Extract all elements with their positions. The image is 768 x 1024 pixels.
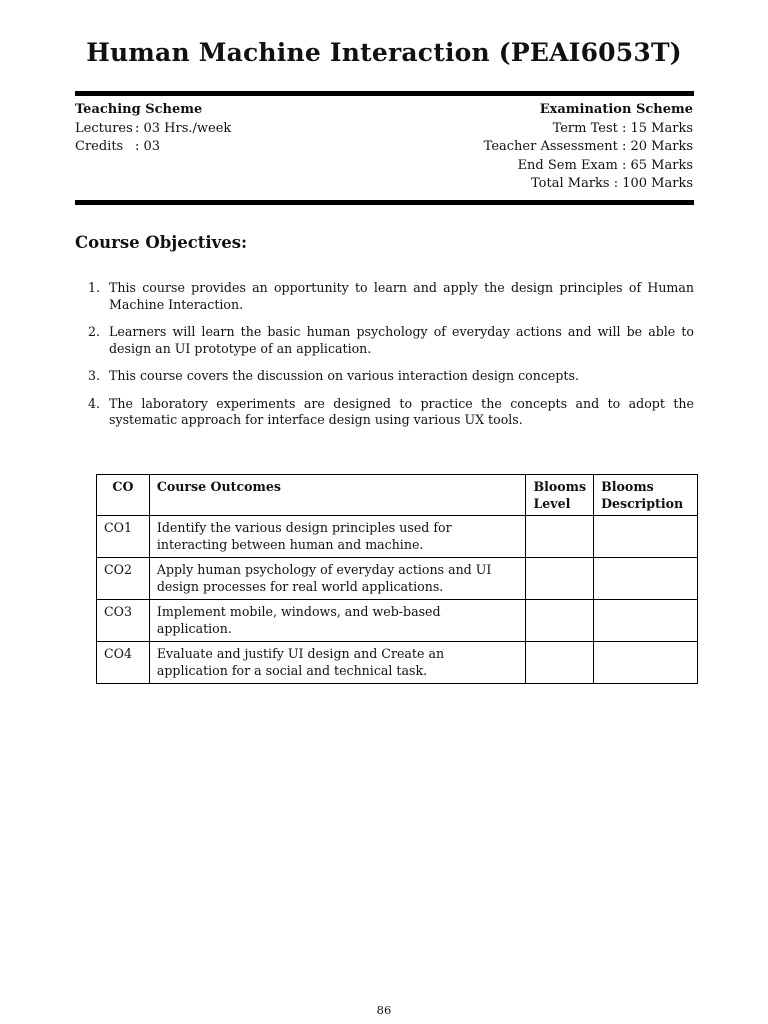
- cell-blooms-level: [526, 600, 594, 642]
- examination-scheme-value: : 100 Marks: [609, 176, 693, 191]
- examination-scheme-label: Term Test: [552, 120, 618, 136]
- cell-blooms-description: [594, 600, 698, 642]
- table-row: [97, 516, 698, 558]
- objective-item: [88, 368, 694, 385]
- cell-co: CO4: [97, 642, 150, 684]
- teaching-scheme-value: : 03: [135, 139, 161, 154]
- cell-blooms-level: [526, 558, 594, 600]
- page-number: 86: [376, 1003, 392, 1017]
- cell-blooms-description: [594, 642, 698, 684]
- cell-blooms-description: [594, 516, 698, 558]
- objectives-list: [88, 280, 694, 440]
- examination-scheme-label: End Sem Exam: [517, 157, 618, 173]
- cell-outcome: Identify the various design principles used for interacting between human and machine.: [149, 516, 526, 558]
- examination-scheme-value: : 20 Marks: [617, 139, 693, 154]
- objective-number: 1.: [88, 280, 101, 295]
- teaching-scheme-label: Lectures: [75, 120, 133, 136]
- header-course-outcomes: Course Outcomes: [149, 475, 526, 516]
- header-blooms-level-line1: Blooms: [533, 479, 587, 494]
- objective-number: 2.: [88, 324, 101, 339]
- objective-text: Learners will learn the basic human psychology of everyday actions and will be able to design an UI prototype of an application.: [109, 324, 694, 356]
- objective-item: [88, 324, 694, 357]
- examination-scheme-row: [484, 157, 693, 176]
- bottom-rule: [75, 200, 694, 205]
- examination-scheme-row: [484, 175, 693, 194]
- objective-item: [88, 396, 694, 429]
- cell-blooms-description: [594, 558, 698, 600]
- examination-scheme-row: [484, 120, 693, 139]
- objective-item: [88, 280, 694, 313]
- objectives-heading: Course Objectives:: [75, 233, 248, 252]
- teaching-scheme-label: Credits: [75, 139, 124, 154]
- course-outcomes-table: [96, 474, 698, 684]
- cell-outcome: Implement mobile, windows, and web-based application.: [149, 600, 526, 642]
- table-row: [97, 600, 698, 642]
- cell-outcome: Apply human psychology of everyday actions and UI design processes for real world applications.: [149, 558, 526, 600]
- header-co: CO: [97, 475, 150, 516]
- top-rule: [75, 91, 694, 96]
- header-blooms-level-line2: Level: [533, 495, 571, 511]
- objective-text: This course covers the discussion on various interaction design concepts.: [109, 368, 579, 383]
- header-blooms-level: [526, 475, 594, 516]
- teaching-scheme: [75, 101, 231, 157]
- cell-blooms-level: [526, 642, 594, 684]
- cell-co: CO2: [97, 558, 150, 600]
- cell-co: CO1: [97, 516, 150, 558]
- examination-scheme-label: Total Marks: [531, 176, 610, 191]
- examination-scheme: [484, 101, 693, 194]
- cell-co: CO3: [97, 600, 150, 642]
- objective-text: This course provides an opportunity to learn and apply the design principles of Human Machine Interaction.: [109, 280, 694, 312]
- header-blooms-description: [594, 475, 698, 516]
- examination-scheme-label: Teacher Assessment: [483, 139, 618, 154]
- examination-scheme-row: [484, 138, 693, 157]
- teaching-scheme-value: : 03 Hrs./week: [135, 120, 232, 136]
- cell-blooms-level: [526, 516, 594, 558]
- table-row: [97, 558, 698, 600]
- teaching-scheme-heading: Teaching Scheme: [75, 102, 203, 117]
- header-blooms-description-line1: Blooms: [601, 479, 654, 494]
- objective-number: 4.: [88, 395, 101, 411]
- teaching-scheme-row: [75, 138, 231, 157]
- cell-outcome: Evaluate and justify UI design and Create an application for a social and technical task.: [149, 642, 526, 684]
- document-title: Human Machine Interaction (PEAI6053T): [86, 38, 682, 67]
- header-blooms-description-line2: Description: [601, 495, 684, 511]
- examination-scheme-value: : 15 Marks: [617, 120, 693, 136]
- examination-scheme-value: : 65 Marks: [617, 157, 693, 173]
- objective-text: The laboratory experiments are designed to practice the concepts and to adopt the systematic approach for interface design using various UX tools.: [109, 395, 694, 427]
- table-row: [97, 642, 698, 684]
- teaching-scheme-row: [75, 120, 231, 139]
- objective-number: 3.: [88, 368, 101, 383]
- table-header-row: [97, 475, 698, 516]
- examination-scheme-heading: Examination Scheme: [539, 102, 693, 117]
